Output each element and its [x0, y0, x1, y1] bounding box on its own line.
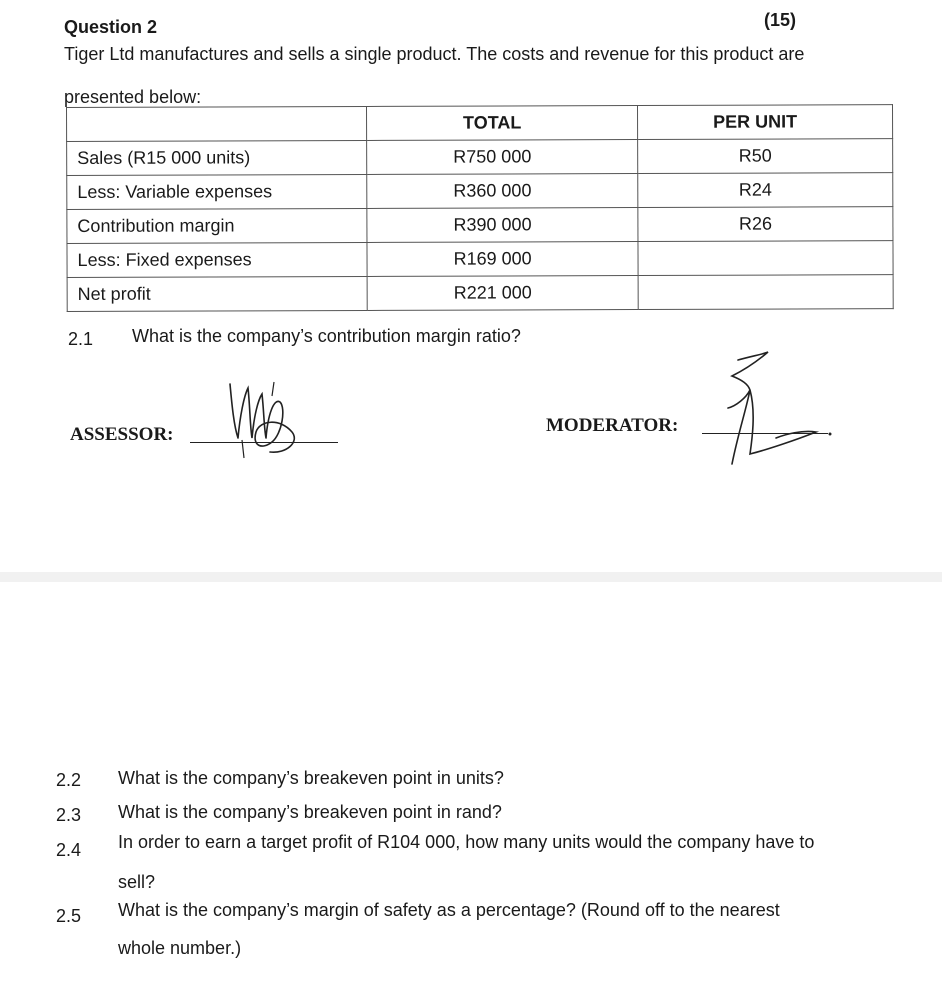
table-row	[67, 139, 893, 176]
assessor-label: ASSESSOR:	[70, 424, 174, 445]
intro-text-line-2: presented below:	[64, 87, 202, 107]
table-row	[67, 173, 893, 210]
table-row	[67, 207, 893, 244]
question-title: Question 2	[64, 17, 158, 37]
row-per-unit: R24	[638, 173, 893, 208]
subquestion-text: What is the company’s breakeven point in rand?	[118, 802, 502, 822]
row-total: R221 000	[367, 276, 638, 311]
row-label: Less: Variable expenses	[67, 174, 367, 209]
subquestion-text: In order to earn a target profit of R104 000, how many units would the company have to	[118, 832, 815, 852]
row-label: Less: Fixed expenses	[67, 242, 367, 277]
subquestion-text-continued: sell?	[118, 872, 156, 892]
question-marks: (15)	[764, 10, 797, 30]
row-per-unit	[638, 241, 893, 276]
row-per-unit: R50	[638, 139, 893, 174]
assessor-signature-icon	[222, 376, 312, 462]
header-cell-total: TOTAL	[367, 106, 638, 141]
row-total: R750 000	[367, 140, 638, 175]
page-separator	[0, 572, 942, 582]
row-label: Contribution margin	[67, 208, 367, 243]
cost-revenue-table	[66, 104, 894, 312]
subquestion-text: What is the company’s margin of safety as a percentage? (Round off to the nearest	[118, 900, 780, 920]
row-per-unit: R26	[638, 207, 893, 242]
moderator-label: MODERATOR:	[546, 415, 679, 436]
row-label: Sales (R15 000 units)	[67, 140, 367, 175]
subquestion-text: What is the company’s breakeven point in units?	[118, 768, 504, 788]
table-row	[67, 275, 893, 312]
intro-text-line-1: Tiger Ltd manufactures and sells a single product. The costs and revenue for this product are	[64, 44, 805, 64]
header-cell-per-unit: PER UNIT	[638, 105, 893, 140]
subquestion-number: 2.3	[56, 805, 82, 825]
subquestion-number: 2.1	[68, 329, 94, 349]
row-total: R169 000	[367, 242, 638, 277]
row-label: Net profit	[67, 276, 367, 311]
subquestion-number: 2.4	[56, 840, 82, 860]
moderator-signature-icon	[706, 350, 836, 470]
table-row	[67, 241, 893, 278]
table-header-row	[67, 105, 893, 142]
row-per-unit	[638, 275, 893, 310]
row-total: R360 000	[367, 174, 638, 209]
subquestion-number: 2.5	[56, 906, 82, 926]
row-total: R390 000	[367, 208, 638, 243]
subquestion-number: 2.2	[56, 770, 82, 790]
subquestion-text-continued: whole number.)	[118, 938, 242, 958]
header-cell-label	[67, 106, 367, 141]
subquestion-text: What is the company’s contribution margin ratio?	[132, 326, 521, 346]
